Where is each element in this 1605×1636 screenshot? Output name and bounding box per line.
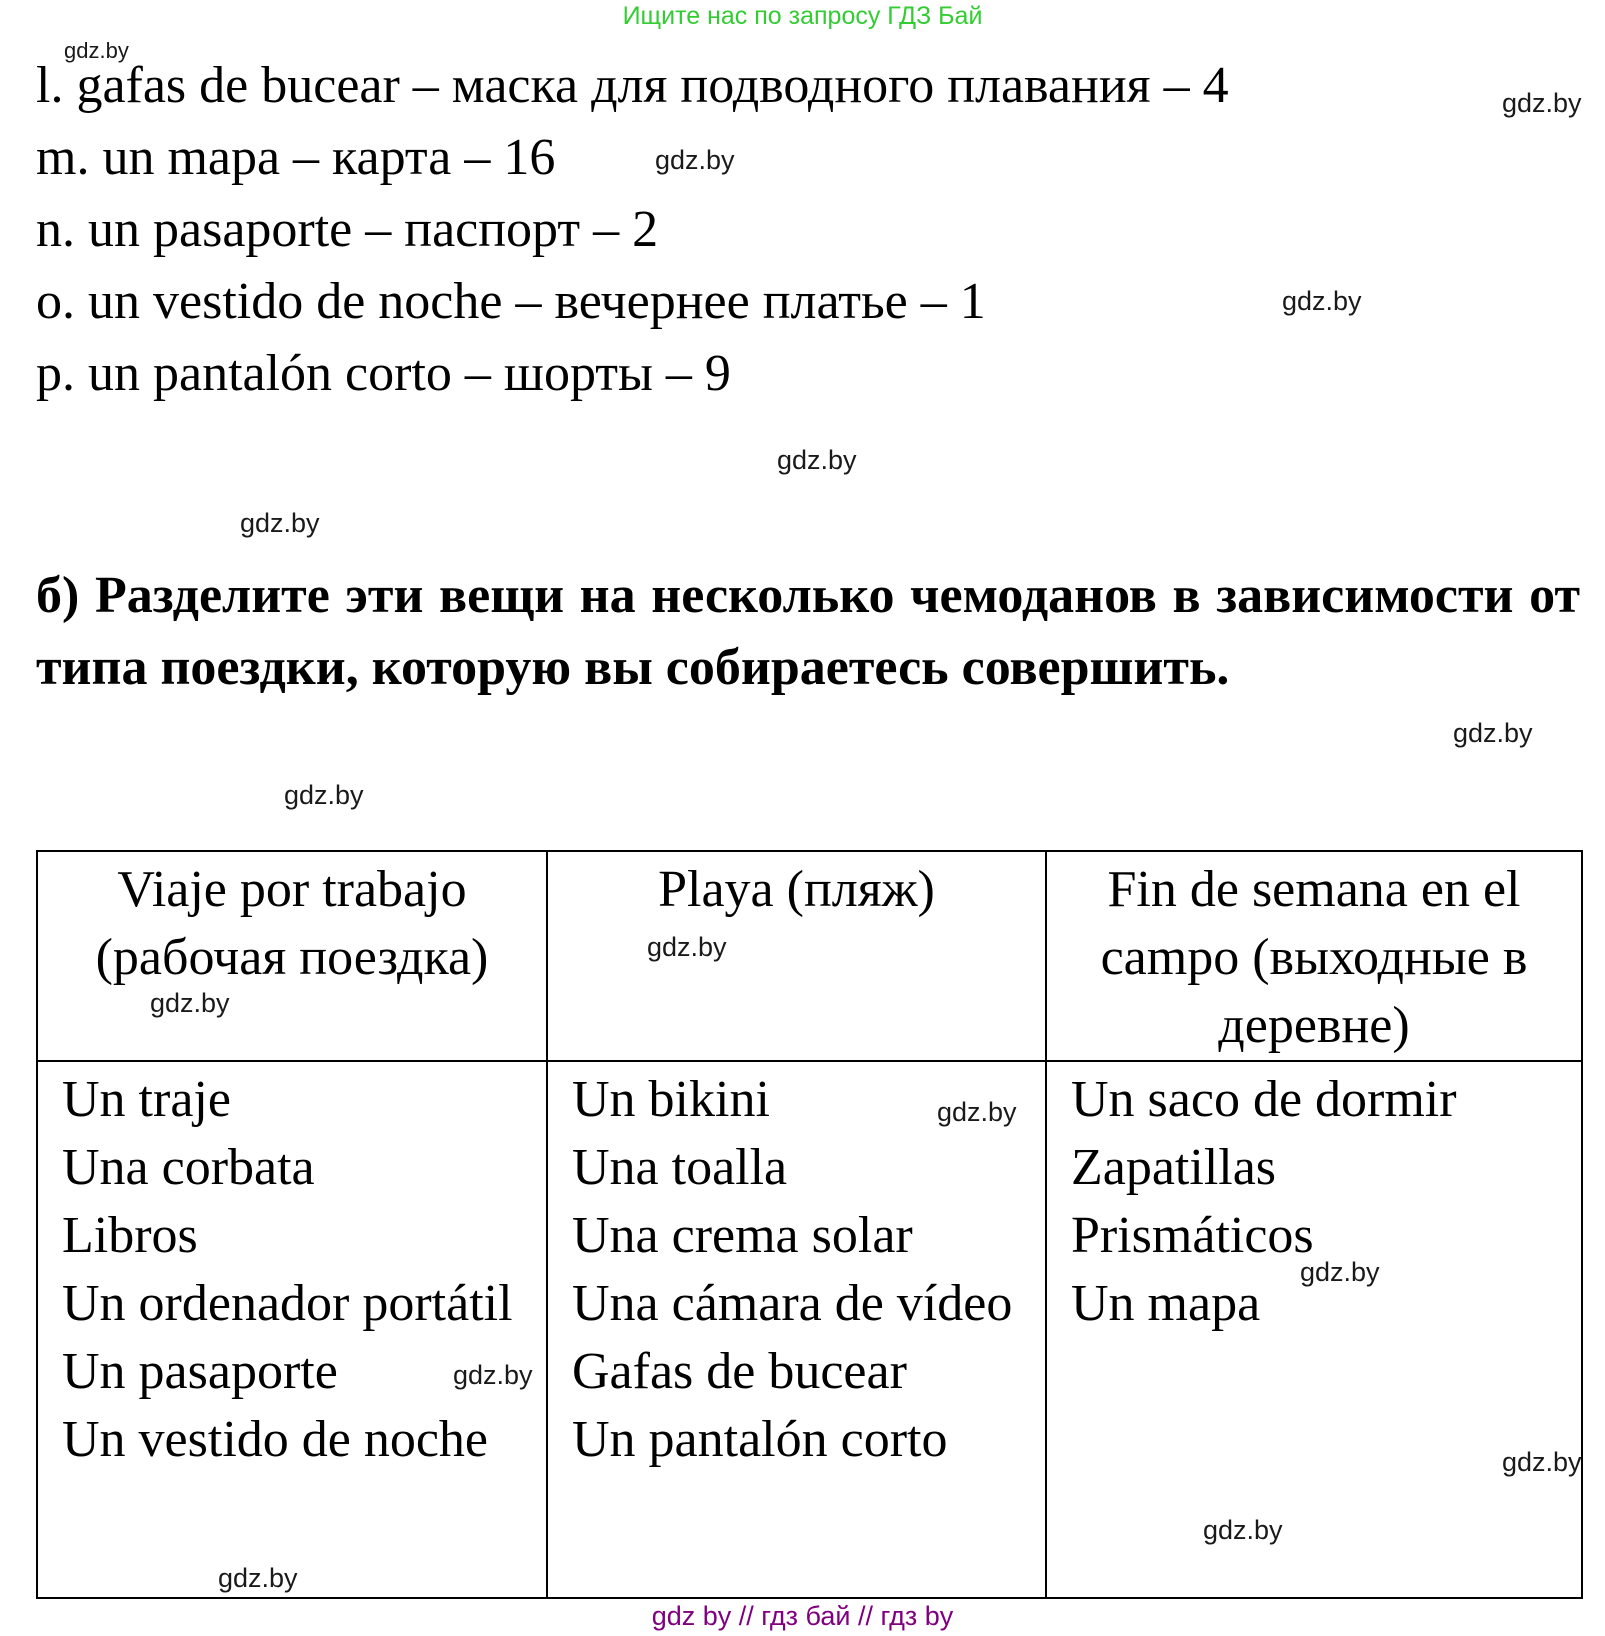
list-item: Un traje	[62, 1071, 231, 1128]
task-instruction: б) Разделите эти вещи на несколько чемоданов в зависимости от типа поездки, которую вы собираетесь совершить.	[36, 567, 1580, 696]
list-item: Un mapa	[1071, 1275, 1261, 1332]
watermark: gdz.by	[64, 38, 129, 63]
watermark: gdz.by	[1203, 1515, 1283, 1545]
table-header-row	[37, 851, 1582, 1061]
watermark: gdz.by	[453, 1360, 533, 1390]
list-item: Zapatillas	[1071, 1139, 1277, 1196]
vocab-line-m: m. un mapa – карта – 16	[36, 129, 556, 186]
list-item: Un saco de dormir	[1071, 1071, 1457, 1128]
beach-items	[547, 1061, 1046, 1598]
list-item: Una cámara de vídeo	[572, 1275, 1013, 1332]
top-banner: Ищите нас по запросу ГДЗ Бай	[622, 2, 983, 30]
watermark: gdz.by	[1453, 718, 1533, 748]
vocab-line-l: l. gafas de bucear – маска для подводного плавания – 4	[36, 57, 1229, 114]
watermark: gdz.by	[777, 445, 857, 475]
watermark: gdz.by	[1502, 1447, 1582, 1477]
watermark: gdz.by	[647, 932, 727, 962]
watermark: gdz.by	[1282, 286, 1362, 316]
watermark: gdz.by	[240, 508, 320, 538]
watermark: gdz.by	[1300, 1257, 1380, 1287]
header-countryside-weekend: Fin de semana en el campo (выходные в деревне)	[1046, 851, 1582, 1061]
countryside-items	[1046, 1061, 1582, 1598]
bottom-banner: gdz by // гдз бай // гдз by	[651, 1601, 954, 1631]
watermark: gdz.by	[937, 1097, 1017, 1127]
header-work-trip: Viaje por trabajo (рабочая поездка)	[37, 851, 547, 1061]
list-item: Prismáticos	[1071, 1207, 1314, 1264]
suitcase-table	[36, 850, 1583, 1599]
header-beach: Playa (пляж)	[547, 851, 1046, 1061]
list-item: Un pantalón corto	[572, 1411, 948, 1468]
list-item: Una crema solar	[572, 1207, 913, 1264]
list-item: Gafas de bucear	[572, 1343, 907, 1400]
list-item: Un bikini	[572, 1071, 770, 1128]
watermark: gdz.by	[655, 145, 735, 175]
list-item: Una toalla	[572, 1139, 788, 1196]
vocabulary-list	[36, 50, 1229, 410]
list-item: Un pasaporte	[62, 1343, 338, 1400]
work-trip-items	[37, 1061, 547, 1598]
watermark: gdz.by	[150, 988, 230, 1018]
watermark: gdz.by	[218, 1563, 298, 1593]
list-item: Libros	[62, 1207, 198, 1264]
list-item: Un vestido de noche	[62, 1411, 489, 1468]
vocab-line-o: o. un vestido de noche – вечернее платье – 1	[36, 273, 986, 330]
watermark: gdz.by	[1502, 88, 1582, 118]
table-row	[37, 1061, 1582, 1598]
vocab-line-n: n. un pasaporte – паспорт – 2	[36, 201, 659, 258]
list-item: Un ordenador portátil	[62, 1275, 513, 1332]
vocab-line-p: p. un pantalón corto – шорты – 9	[36, 345, 731, 402]
list-item: Una corbata	[62, 1139, 315, 1196]
watermark: gdz.by	[284, 780, 364, 810]
